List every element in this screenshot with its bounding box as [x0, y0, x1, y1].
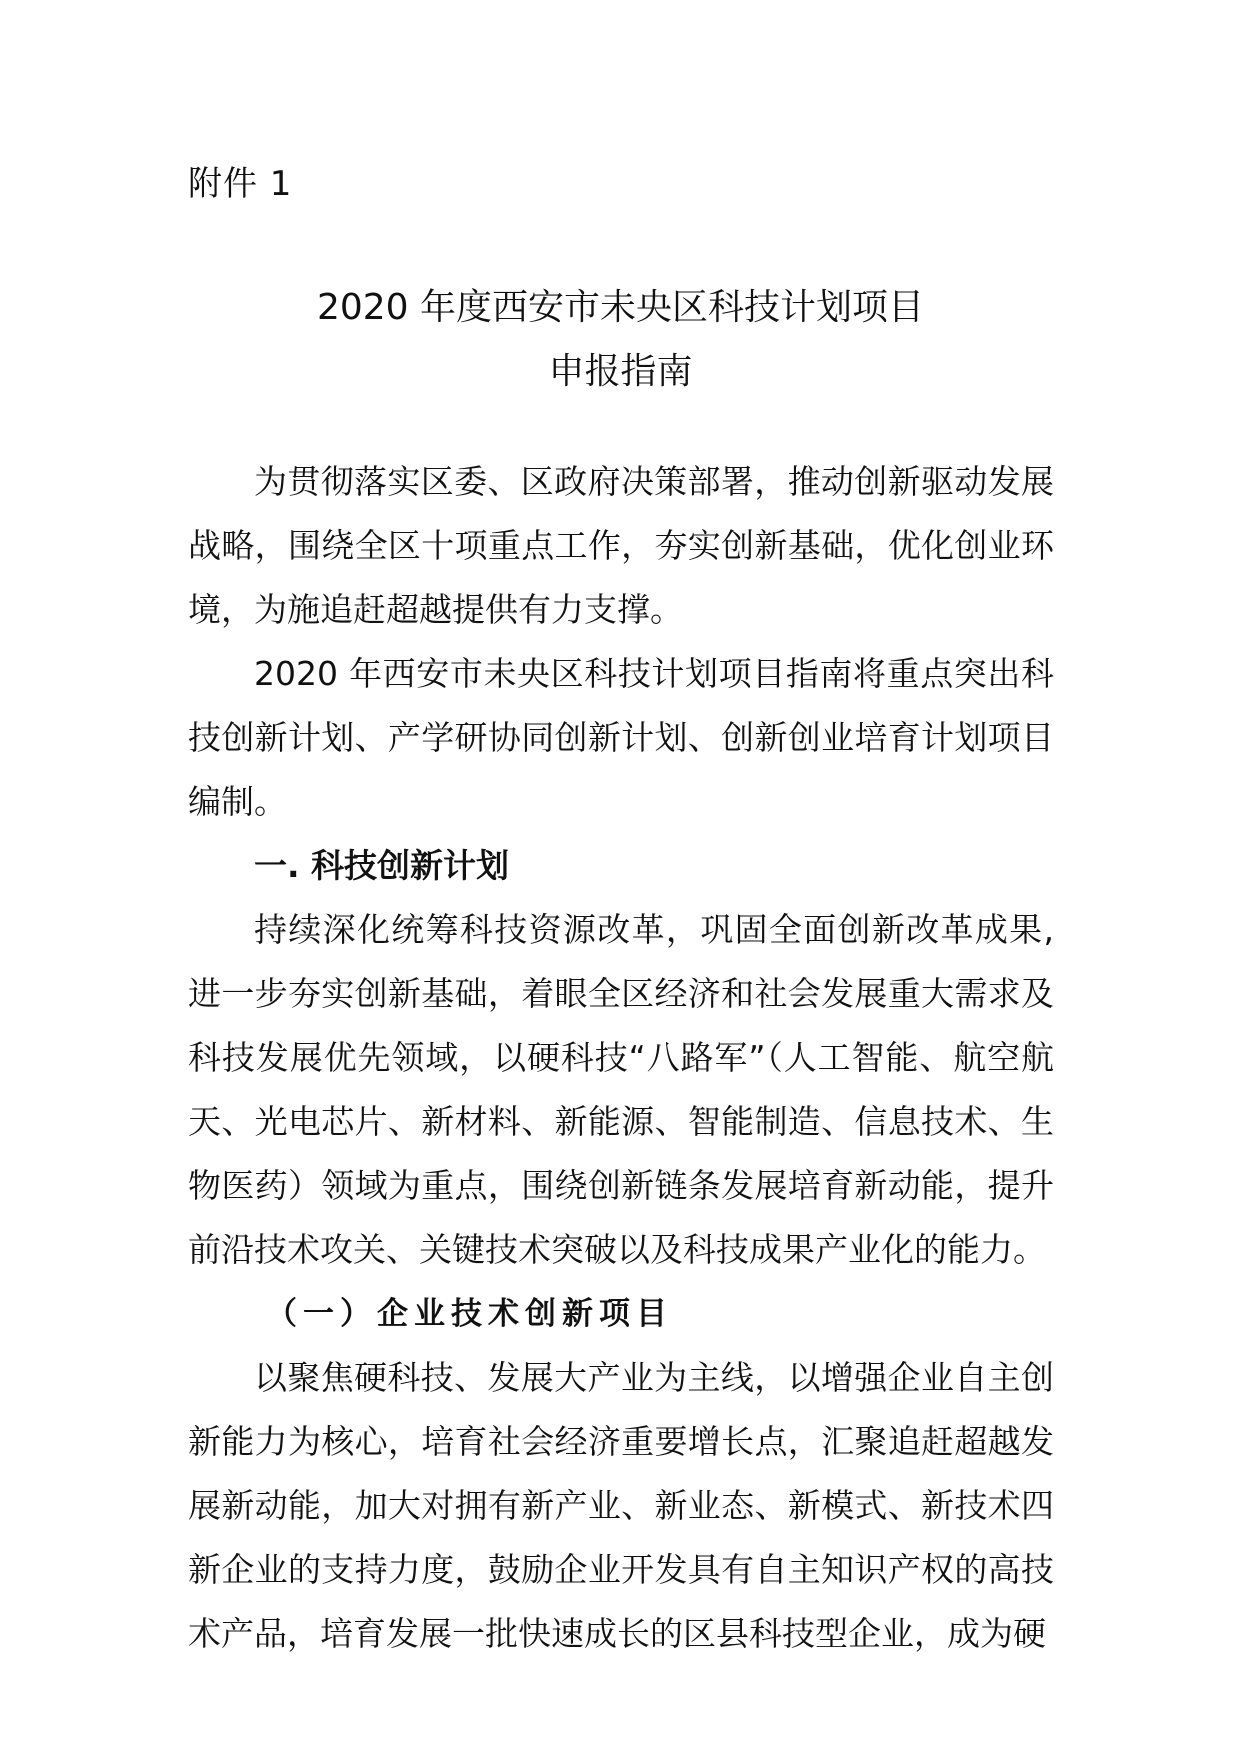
section-body-tech-innovation: 持续深化统筹科技资源改革，巩固全面创新改革成果,进一步夯实创新基础，着眼全区经济和社会发展重大需求及科技发展优先领域，以硬科技“八路军”（人工智能、航空航天、光电芯片、新材料、新能源、智能制造、信息技术、生物医药）领域为重点，围绕创新链条发展培育新动能，提升前沿技术攻关、关键技术突破以及科技成果产业化的能力。	[188, 910, 1054, 1269]
intro-paragraph: 为贯彻落实区委、区政府决策部署，推动创新驱动发展战略，围绕全区十项重点工作，夯实创新基础，优化创业环境，为施追赶超越提供有力支撑。	[188, 462, 1054, 629]
document-title-line-2: 申报指南	[548, 351, 693, 392]
document-body	[188, 450, 1054, 1666]
subsection-heading-enterprise-innovation: （一）企业技术创新项目	[266, 1296, 673, 1332]
section-heading-tech-innovation: 一. 科技创新计划	[254, 846, 510, 885]
document-title-line-1: 2020 年度西安市未央区科技计划项目	[316, 287, 925, 328]
subsection-body-enterprise-innovation: 以聚焦硬科技、发展大产业为主线，以增强企业自主创新能力为核心，培育社会经济重要增长点，汇聚追赶超越发展新动能，加大对拥有新产业、新业态、新模式、新技术四新企业的支持力度，鼓励企业开发具有自主知识产权的高技术产品，培育发展一批快速成长的区县科技型企业，成为硬	[188, 1358, 1054, 1653]
scope-paragraph: 2020 年西安市未央区科技计划项目指南将重点突出科技创新计划、产学研协同创新计划、创新创业培育计划项目编制。	[188, 654, 1054, 821]
document-title	[0, 276, 1241, 404]
attachment-label: 附件 1	[188, 164, 293, 204]
